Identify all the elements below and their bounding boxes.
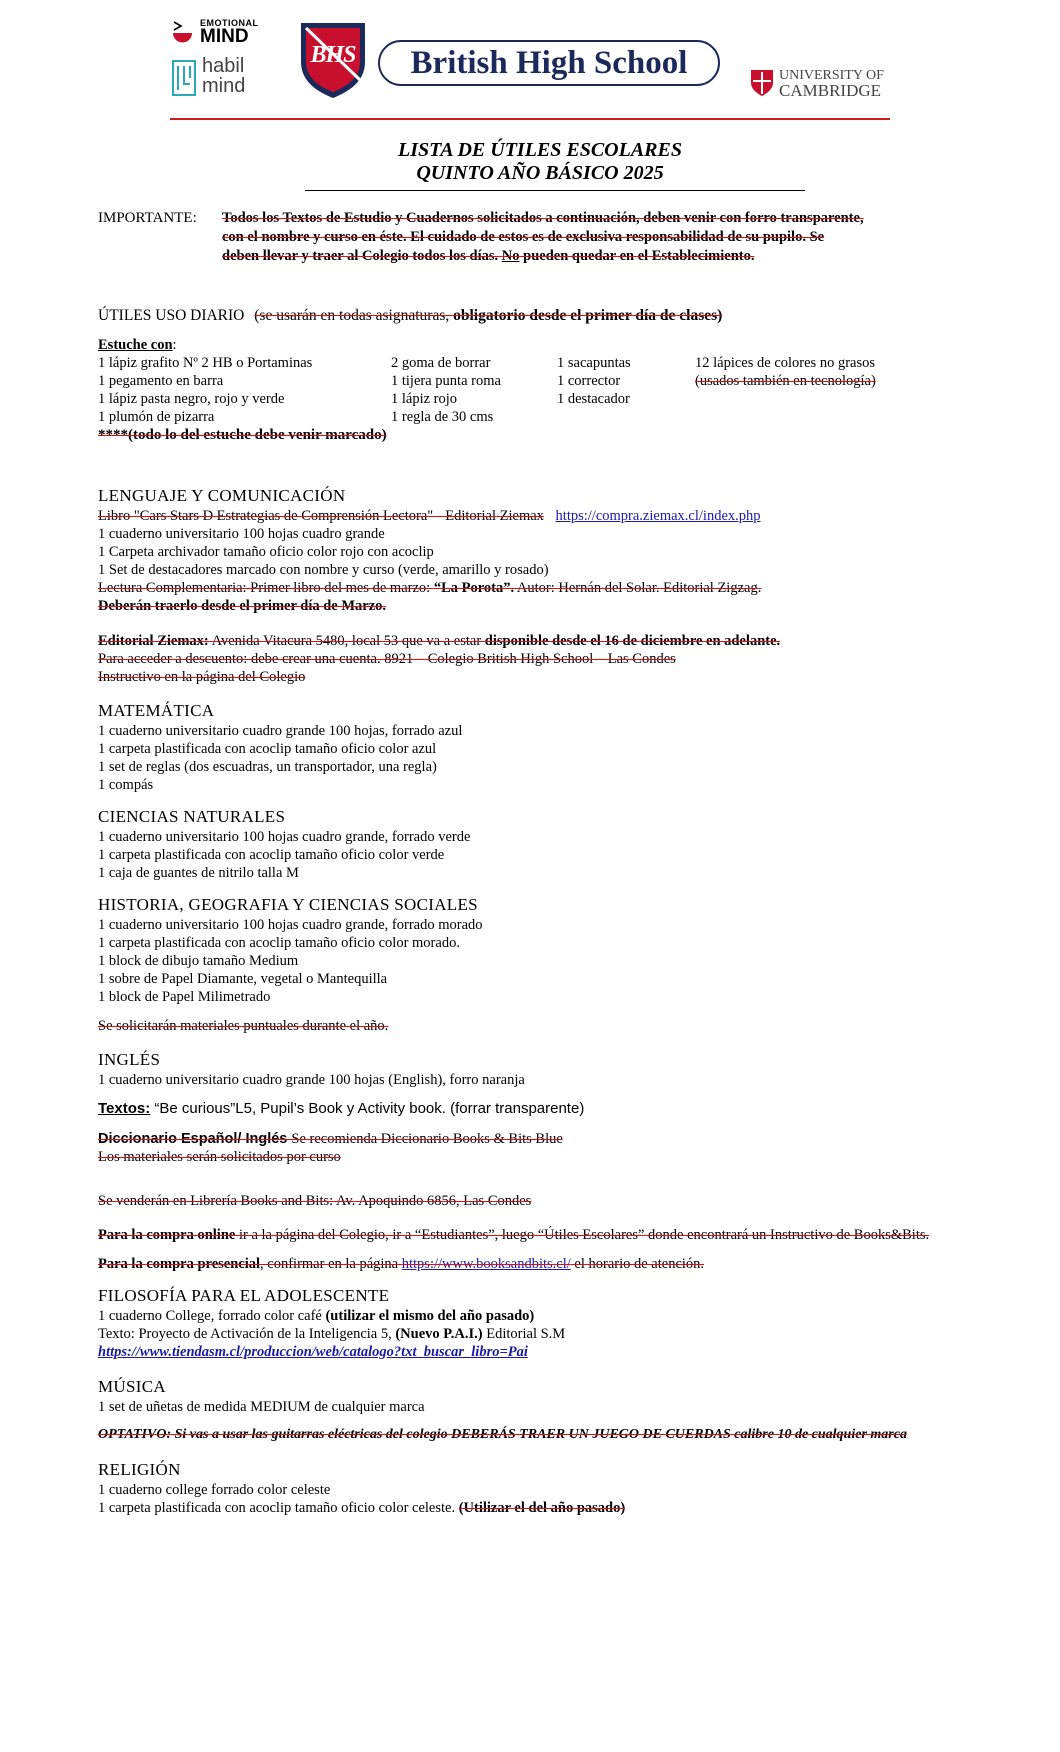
religion-item-2-b: (Utilizar el del año pasado)	[458, 1500, 626, 1516]
ciencias-item: 1 caja de guantes de nitrilo talla M	[98, 865, 299, 881]
cambridge-logo	[750, 68, 900, 102]
matematica-item: 1 compás	[98, 777, 154, 793]
crest-letters: BHS	[310, 42, 356, 68]
booksandbits-link[interactable]: https://www.booksandbits.cl/	[401, 1256, 571, 1272]
religion-item-2-a: 1 carpeta plastificada con acoclip tamaño oficio color celeste.	[98, 1500, 459, 1516]
daily-note-a: (se usarán en todas asignaturas,	[254, 307, 454, 324]
daily-note-b: obligatorio desde el primer día de clases)	[453, 307, 723, 324]
school-name: British High School	[410, 45, 688, 81]
filosofia-item-a: 1 cuaderno College, forrado color café	[98, 1308, 326, 1324]
case-col-4-item: 12 lápices de colores no grasos	[695, 355, 875, 371]
section-heading-historia: HISTORIA, GEOGRAFIA Y CIENCIAS SOCIALES	[98, 895, 478, 914]
important-line-2: con el nombre y curso en éste. El cuidado de estos es de exclusiva responsabilidad de su pupilo. Se	[222, 229, 825, 245]
ingles-item: 1 cuaderno universitario cuadro grande 100 hojas (English), forro naranja	[98, 1072, 525, 1088]
lenguaje-item: 1 cuaderno universitario 100 hojas cuadro grande	[98, 526, 385, 542]
online-a: Para la compra online	[98, 1227, 236, 1243]
filosofia-text-b: (Nuevo P.A.I.)	[395, 1326, 483, 1342]
case-col-2-item: 1 lápiz rojo	[391, 391, 458, 407]
presencial-a: Para la compra presencial	[98, 1256, 261, 1272]
texts-value: “Be curious”L5, Pupil’s Book y Activity book. (forrar transparente)	[150, 1100, 585, 1117]
section-heading-ciencias: CIENCIAS NATURALES	[98, 807, 286, 826]
case-marked-note: ****(todo lo del estuche debe venir marcado)	[98, 427, 387, 443]
lenguaje-book-line	[98, 507, 761, 525]
habil-mind-icon	[172, 60, 196, 96]
section-heading-matematica: MATEMÁTICA	[98, 701, 215, 720]
ziemax-a: Editorial Ziemax:	[98, 633, 209, 649]
ziemax-line	[98, 632, 780, 650]
habil-mind-label: mind	[202, 75, 246, 97]
filosofia-text-c: Editorial S.M	[482, 1326, 566, 1342]
ciencias-item: 1 carpeta plastificada con acoclip tamaño oficio color verde	[98, 847, 445, 863]
ingles-materials: Los materiales serán solicitados por curso	[98, 1149, 341, 1165]
case-col-3-item: 1 sacapuntas	[557, 355, 631, 371]
lenguaje-book: Libro "Cars Stars D Estrategias de Comprensión Lectora" - Editorial Ziemax	[98, 508, 544, 524]
cambridge-bottom-label: CAMBRIDGE	[779, 81, 882, 100]
daily-heading: ÚTILES USO DIARIO	[98, 307, 245, 324]
religion-item: 1 cuaderno college forrado color celeste	[98, 1482, 331, 1498]
important-label: IMPORTANTE:	[98, 210, 197, 226]
filosofia-text-a: Texto: Proyecto de Activación de la Inteligencia 5,	[98, 1326, 396, 1342]
historia-item: 1 cuaderno universitario 100 hojas cuadro grande, forrado morado	[98, 917, 483, 933]
case-label: Estuche con	[98, 337, 173, 353]
case-col-2-item: 1 tijera punta roma	[391, 373, 501, 389]
cambridge-top-label: UNIVERSITY OF	[779, 68, 884, 83]
case-col-2-item: 1 regla de 30 cms	[391, 409, 494, 425]
important-no: No	[501, 248, 520, 264]
case-col-3-item: 1 corrector	[557, 373, 621, 389]
daily-heading-line	[98, 307, 722, 325]
matematica-item: 1 cuaderno universitario cuadro grande 100 hojas, forrado azul	[98, 723, 463, 739]
case-col-1-item: 1 pegamento en barra	[98, 373, 224, 389]
lenguaje-reading-line	[98, 579, 761, 597]
important-line-3	[222, 247, 755, 265]
ingles-presencial-line	[98, 1255, 704, 1273]
emotional-mind-icon	[172, 20, 194, 48]
case-col-2-item: 2 goma de borrar	[391, 355, 491, 371]
dict-b: Se recomienda Diccionario Books & Bits Blue	[291, 1131, 563, 1147]
case-col-4-note: (usados también en tecnología)	[695, 373, 876, 389]
case-col-1-item: 1 plumón de pizarra	[98, 409, 215, 425]
musica-item: 1 set de uñetas de medida MEDIUM de cualquier marca	[98, 1399, 425, 1415]
habil-mind-logo	[172, 55, 272, 100]
section-heading-ingles: INGLÉS	[98, 1050, 161, 1069]
title-rule	[305, 190, 805, 191]
ciencias-item: 1 cuaderno universitario 100 hojas cuadro grande, forrado verde	[98, 829, 471, 845]
section-heading-filosofia: FILOSOFÍA PARA EL ADOLESCENTE	[98, 1286, 390, 1305]
case-col-1-item: 1 lápiz grafito Nº 2 HB o Portaminas	[98, 355, 313, 371]
habil-label: habil	[202, 55, 245, 77]
matematica-item: 1 carpeta plastificada con acoclip tamaño oficio color azul	[98, 741, 437, 757]
musica-optional: OPTATIVO: Si vas a usar las guitarras eléctricas del colegio DEBERÁS TRAER UN JUEGO DE CUERDAS calibre 10 de cualquier marca	[98, 1427, 907, 1442]
filosofia-item-line	[98, 1307, 534, 1325]
school-name-banner	[378, 40, 720, 86]
title-line-1: LISTA DE ÚTILES ESCOLARES	[398, 139, 682, 161]
mind-label: MIND	[200, 26, 249, 47]
lenguaje-item: 1 Carpeta archivador tamaño oficio color rojo con acoclip	[98, 544, 434, 560]
cambridge-shield-icon	[750, 69, 774, 97]
ziemax-link[interactable]: https://compra.ziemax.cl/index.php	[555, 508, 761, 524]
religion-item-line	[98, 1499, 625, 1517]
presencial-b: , confirmar en la página	[260, 1256, 402, 1272]
school-crest	[298, 20, 368, 100]
filosofia-text-line	[98, 1325, 565, 1343]
historia-note: Se solicitarán materiales puntuales durante el año.	[98, 1018, 389, 1034]
historia-item: 1 block de Papel Milimetrado	[98, 989, 271, 1005]
historia-item: 1 sobre de Papel Diamante, vegetal o Mantequilla	[98, 971, 388, 987]
header-red-rule	[170, 118, 890, 120]
online-b: ir a la página del Colegio, ir a “Estudiantes”, luego “Útiles Escolares” donde encontrará un Instructivo de Books&Bits.	[235, 1227, 930, 1243]
presencial-c: el horario de atención.	[570, 1256, 705, 1272]
section-heading-lenguaje: LENGUAJE Y COMUNICACIÓN	[98, 486, 346, 505]
historia-item: 1 carpeta plastificada con acoclip tamaño oficio color morado.	[98, 935, 460, 951]
lenguaje-reading-note: Deberán traerlo desde el primer día de Marzo.	[98, 598, 387, 614]
section-heading-musica: MÚSICA	[98, 1377, 166, 1396]
ingles-texts-line	[98, 1100, 584, 1118]
ziemax-discount: Para acceder a descuento: debe crear una cuenta. 8921 – Colegio British High School – Las Condes	[98, 651, 676, 667]
title-line-2: QUINTO AÑO BÁSICO 2025	[416, 162, 664, 184]
historia-item: 1 block de dibujo tamaño Medium	[98, 953, 299, 969]
reading-title: “La Porota”.	[433, 580, 515, 596]
reading-c: Autor: Hernán del Solar. Editorial Zigzag.	[514, 580, 762, 596]
ingles-dictionary-line	[98, 1130, 563, 1148]
ziemax-b: Avenida Vitacura 5480, local 53 que va a estar	[208, 633, 485, 649]
ziemax-c: disponible desde el 16 de diciembre en adelante.	[484, 633, 781, 649]
texts-label: Textos:	[98, 1100, 151, 1117]
section-heading-religion: RELIGIÓN	[98, 1460, 181, 1479]
matematica-item: 1 set de reglas (dos escuadras, un transportador, una regla)	[98, 759, 437, 775]
ingles-online-line	[98, 1226, 929, 1244]
important-line-3-a: deben llevar y traer al Colegio todos los días.	[222, 248, 502, 264]
ingles-sold: Se venderán en Librería Books and Bits: Av. Apoquindo 6856, Las Condes	[98, 1193, 532, 1209]
emotional-mind-logo	[172, 18, 272, 50]
case-col-1-item: 1 lápiz pasta negro, rojo y verde	[98, 391, 285, 407]
filosofia-item-b: (utilizar el mismo del año pasado)	[325, 1308, 535, 1324]
lenguaje-item: 1 Set de destacadores marcado con nombre y curso (verde, amarillo y rosado)	[98, 562, 549, 578]
case-colon: :	[172, 337, 177, 353]
tiendasm-link[interactable]: https://www.tiendasm.cl/produccion/web/catalogo?txt_buscar_libro=Pai	[98, 1344, 528, 1360]
case-col-3-item: 1 destacador	[557, 391, 630, 407]
ziemax-instructivo: Instructivo en la página del Colegio	[98, 669, 306, 685]
important-line-3-c: pueden quedar en el Establecimiento.	[519, 248, 755, 264]
case-label-line	[98, 336, 177, 354]
reading-a: Lectura Complementaria: Primer libro del mes de marzo:	[98, 580, 434, 596]
dict-a: Diccionario Español/ Inglés	[98, 1131, 292, 1147]
important-line-1: Todos los Textos de Estudio y Cuadernos solicitados a continuación, deben venir con forro transparente,	[222, 210, 864, 226]
emotional-label: EMOTIONAL	[200, 18, 259, 28]
